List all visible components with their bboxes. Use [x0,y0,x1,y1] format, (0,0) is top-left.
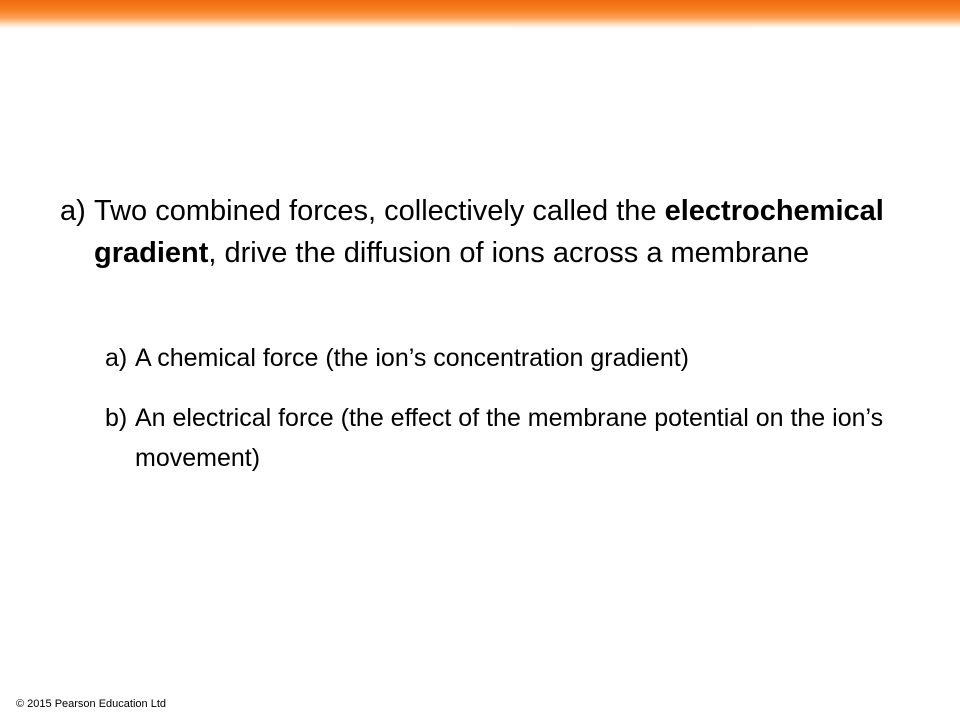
bullet-bold-term: electrochemical gradient [94,195,884,269]
bullet-text-part: , drive the diffusion of ions across a membrane [208,237,810,269]
bullet-item [60,190,920,274]
sub-bullet-text: An electrical force (the effect of the membrane potential on the ion’s movement) [135,404,884,472]
sub-bullet-item [105,398,935,478]
sub-bullet-item [105,338,925,378]
bullet-text [94,190,920,274]
bullet-marker: a) [60,195,86,227]
sub-bullet-marker: b) [105,404,128,432]
bullet-text-part: Two combined forces, collectively called the [94,195,665,227]
sub-bullet-marker: a) [105,344,128,372]
sub-bullet-text: A chemical force (the ion’s concentration gradient) [135,344,690,372]
copyright-footer: © 2015 Pearson Education Ltd [16,698,166,710]
top-accent-bar [0,0,960,28]
